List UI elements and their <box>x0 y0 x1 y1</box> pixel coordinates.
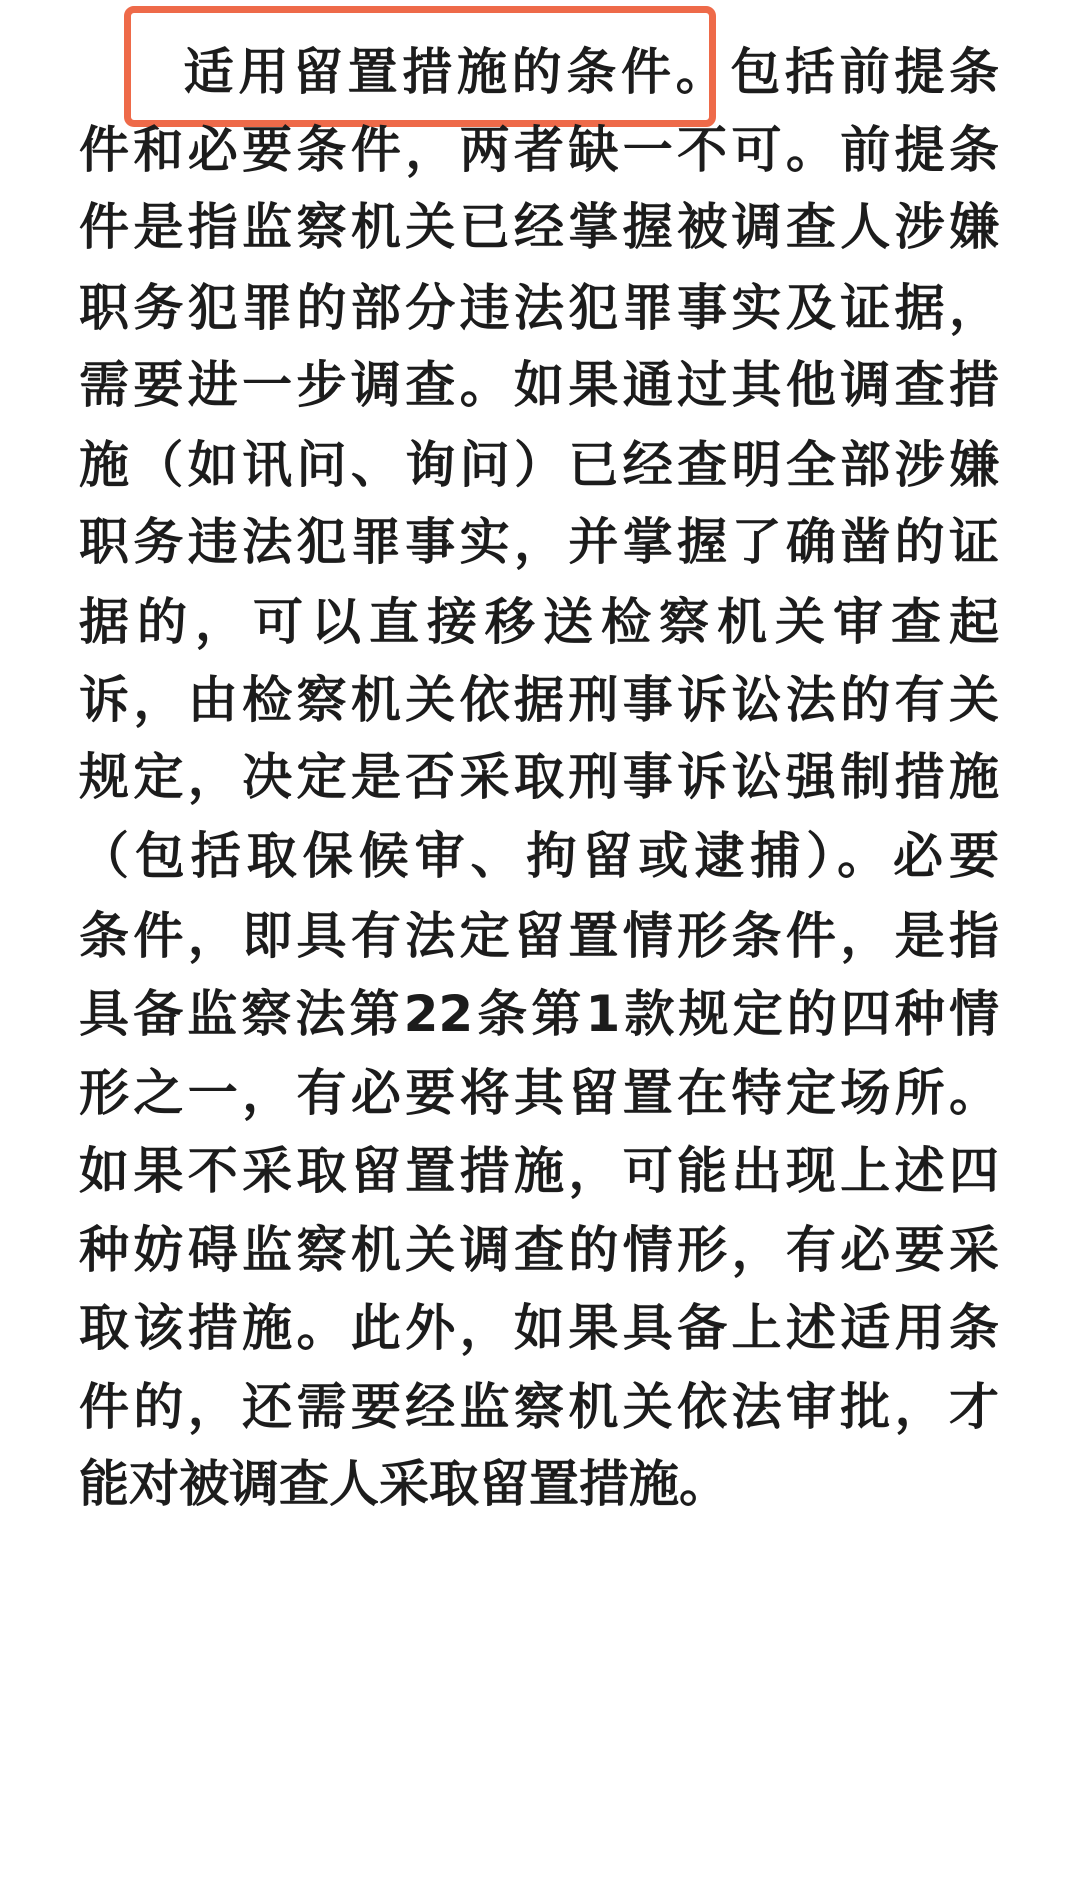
paragraph-line: 条件，即具有法定留置情形条件，是指 <box>79 907 999 965</box>
paragraph-line: 规定，决定是否采取刑事诉讼强制措施 <box>79 748 999 806</box>
paragraph-line-1 <box>79 42 999 102</box>
paragraph-line: 施（如讯问、询问）已经查明全部涉嫌 <box>79 436 999 494</box>
first-line-continuation: 包括前提条 <box>730 43 1000 101</box>
paragraph-line: 件的，还需要经监察机关依法审批，才 <box>79 1378 999 1436</box>
paragraph-line-last: 能对被调查人采取留置措施。 <box>79 1455 729 1513</box>
paragraph-line: 据的，可以直接移送检察机关审查起 <box>79 593 999 651</box>
paragraph-line: 取该措施。此外，如果具备上述适用条 <box>79 1299 999 1357</box>
paragraph-line: 职务犯罪的部分违法犯罪事实及证据， <box>79 279 999 337</box>
paragraph-line: 职务违法犯罪事实，并掌握了确凿的证 <box>79 513 999 571</box>
paragraph-line: 种妨碍监察机关调查的情形，有必要采 <box>79 1221 999 1279</box>
paragraph-line: 诉，由检察机关依据刑事诉讼法的有关 <box>79 671 999 729</box>
paragraph-line: 件和必要条件，两者缺一不可。前提条 <box>79 121 999 179</box>
paragraph-line: （包括取保候审、拘留或逮捕）。必要 <box>79 827 999 885</box>
paragraph-line: 具备监察法第22条第1款规定的四种情 <box>79 985 999 1043</box>
highlighted-heading: 适用留置措施的条件。 <box>179 43 731 101</box>
paragraph-line: 如果不采取留置措施，可能出现上述四 <box>79 1142 999 1200</box>
paragraph-line: 形之一，有必要将其留置在特定场所。 <box>79 1064 999 1122</box>
paragraph-line: 件是指监察机关已经掌握被调查人涉嫌 <box>79 198 999 256</box>
paragraph-line: 需要进一步调查。如果通过其他调查措 <box>79 356 999 414</box>
